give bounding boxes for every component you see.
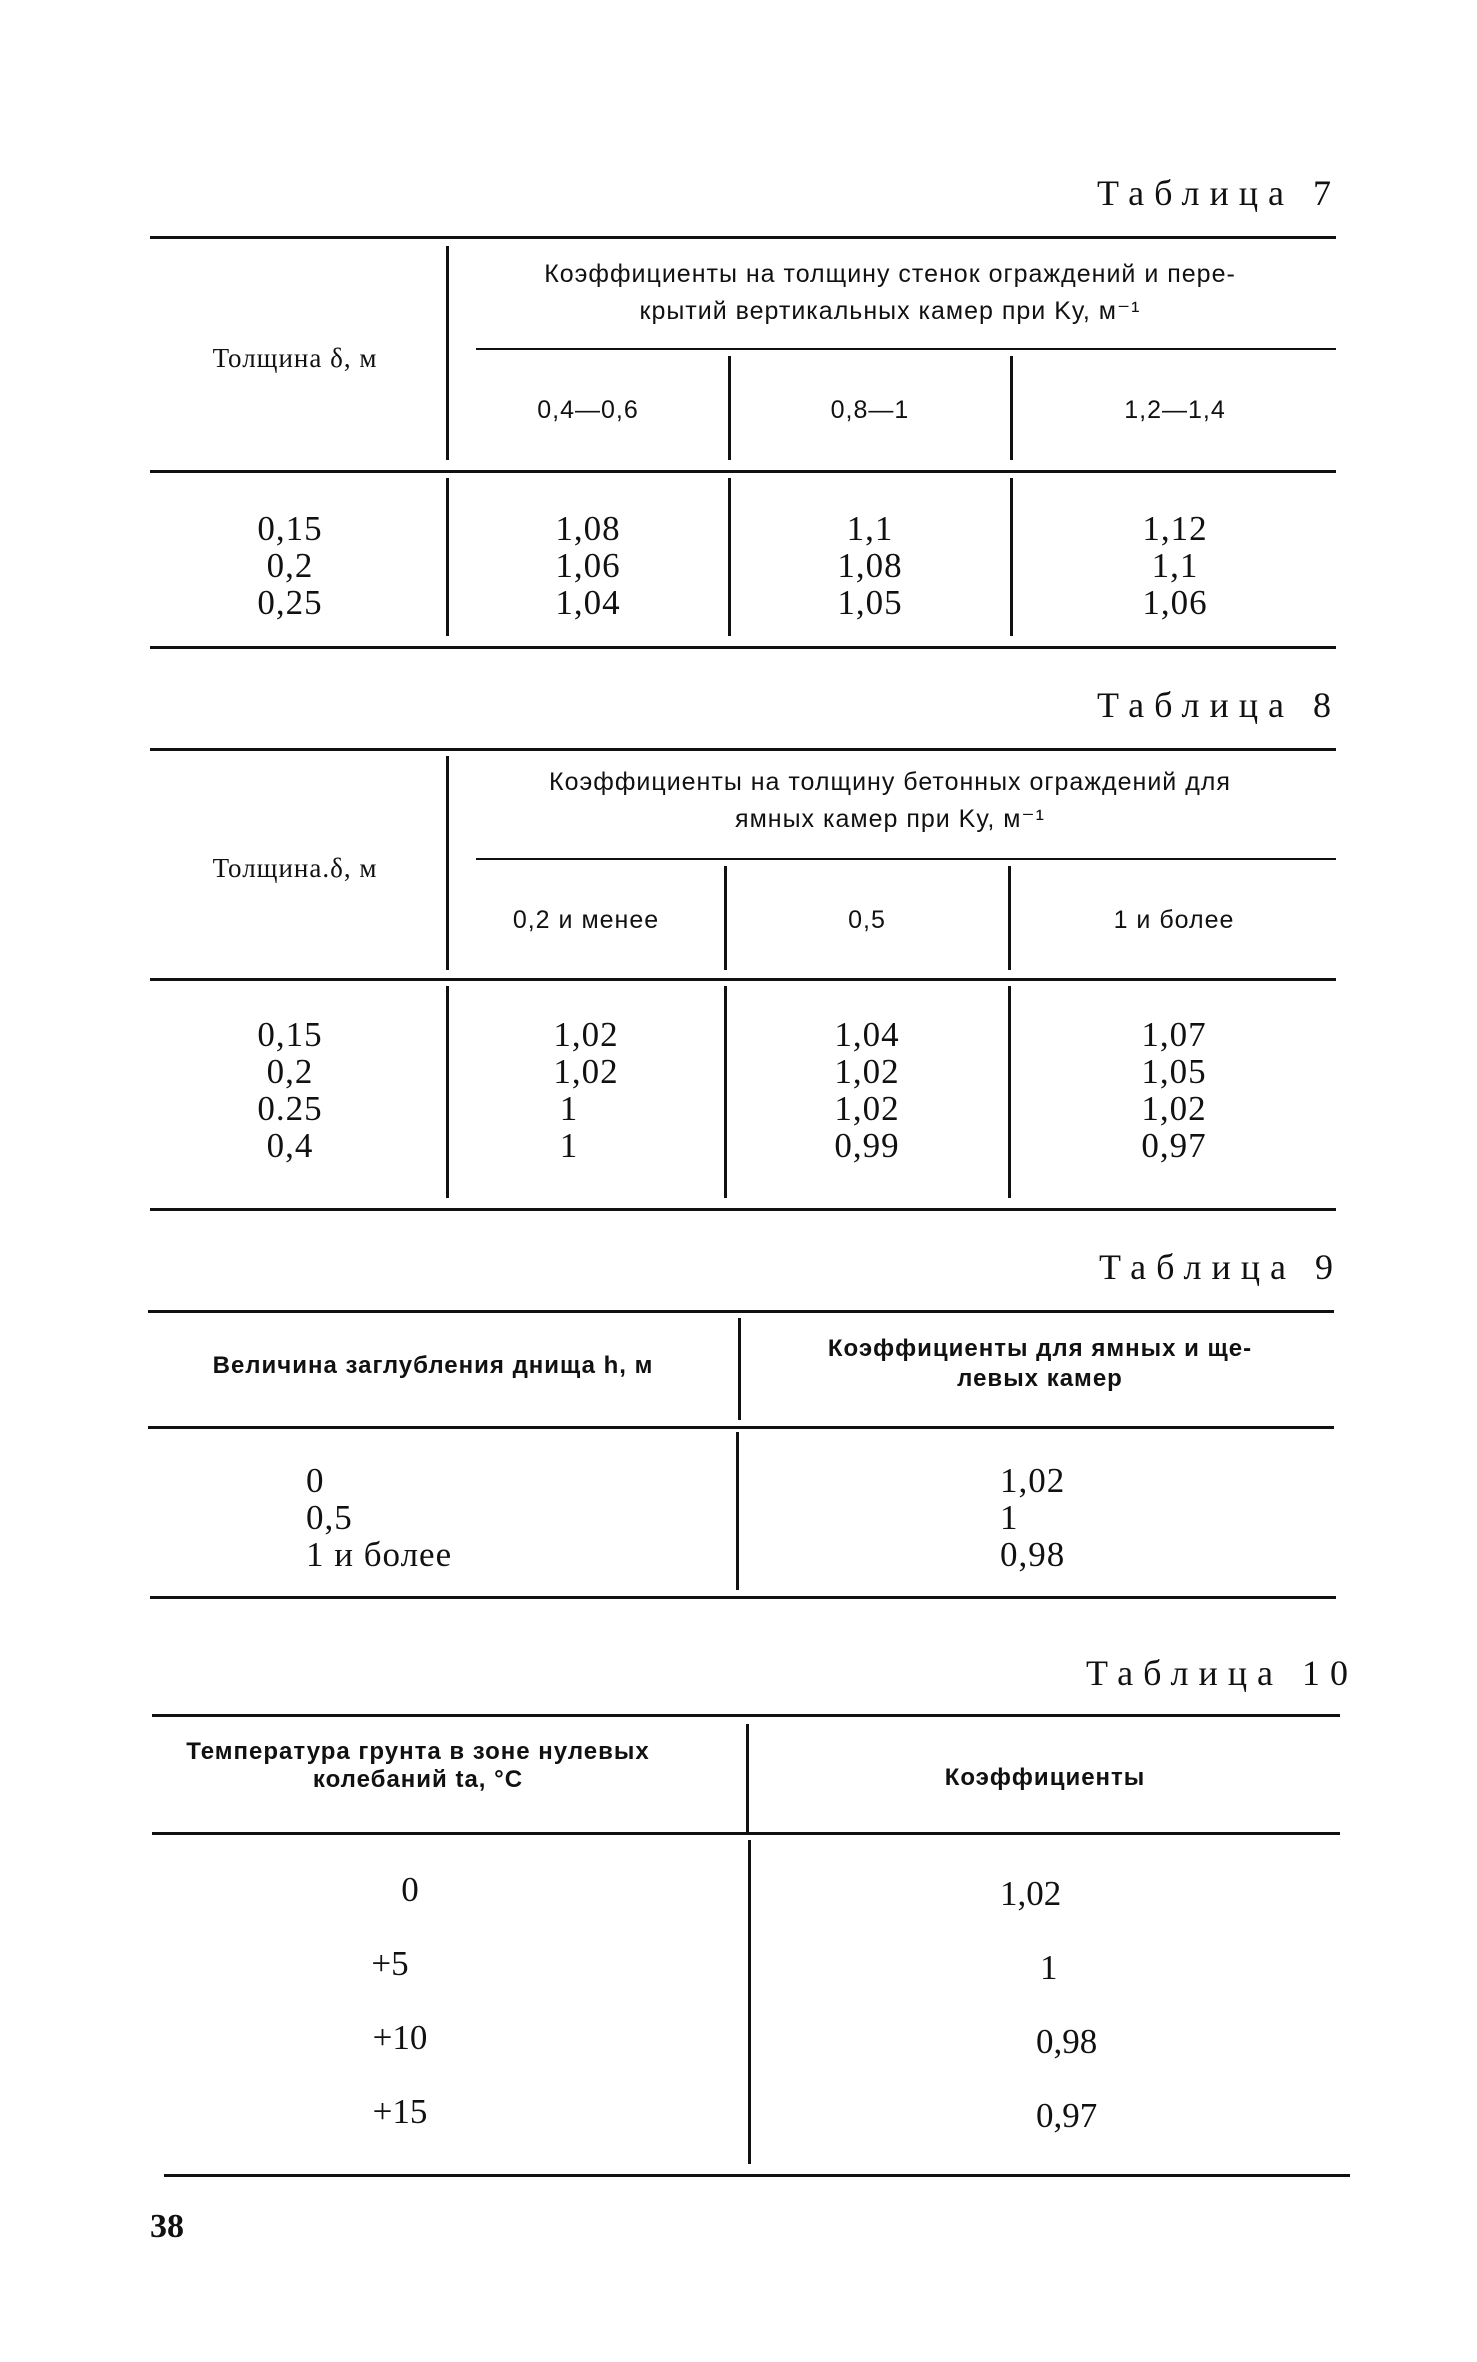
- table10-temp-cell: +5: [371, 1944, 409, 1983]
- table7-sub-divider-1: [728, 356, 731, 460]
- table8-sub-header-2: 0,5: [848, 906, 886, 934]
- table9-right-header: [760, 1334, 1320, 1394]
- table10-temp-cell: +10: [372, 2018, 428, 2057]
- table10-header-divider: [746, 1724, 749, 1832]
- table10-left-header: [148, 1738, 688, 1794]
- table7-header-rule: [150, 470, 1336, 473]
- table7-sub-header-2: 0,8—1: [830, 396, 910, 424]
- table10-header-rule: [152, 1832, 1340, 1835]
- table10-right-header: Коэффициенты: [944, 1764, 1146, 1791]
- table7-cell: 1,12: [1142, 509, 1208, 548]
- table8-sub-divider-1: [724, 866, 727, 970]
- table7-top-rule: [150, 236, 1336, 239]
- table7-body-divider-1: [728, 478, 731, 636]
- table7-bottom-rule: [150, 646, 1336, 649]
- table9-left-header: [150, 1352, 716, 1380]
- table10-bottom-rule: [164, 2174, 1350, 2177]
- table8-col-header-line2: ямных камер при Kу, м⁻¹: [735, 805, 1045, 833]
- table8-header-midrule: [476, 858, 1336, 860]
- table8-cell: 1,02: [834, 1089, 900, 1128]
- table9-depth-cell: 1 и более: [306, 1535, 453, 1574]
- table10-coef-cell: 0,97: [1036, 2096, 1098, 2135]
- table8-cell: 1,02: [1141, 1089, 1207, 1128]
- table7-cell: 1,06: [1142, 583, 1208, 622]
- table10-left-header-line2: колебаний tа, °С: [312, 1766, 524, 1793]
- table8-sub-header-3: 1 и более: [1113, 906, 1235, 934]
- table9-depth-column: [306, 1462, 606, 1573]
- table8-col-header: [470, 764, 1310, 838]
- table8-col1: [450, 1016, 722, 1164]
- table8-cell: 0,97: [1141, 1126, 1207, 1165]
- table9-coef-cell: 1: [1000, 1498, 1019, 1537]
- table7-sub-header-1: 0,4—0,6: [537, 396, 639, 424]
- table10-coef-cell: 0,98: [1036, 2022, 1098, 2061]
- table8-cell: 1,02: [834, 1052, 900, 1091]
- table8-thickness-column: [150, 1016, 430, 1164]
- table7-col2: [732, 510, 1008, 621]
- table8-top-rule: [150, 748, 1336, 751]
- table7-cell: 1,1: [846, 509, 894, 548]
- table7-cell: 1,06: [555, 546, 621, 585]
- table8-cell: 0,99: [834, 1126, 900, 1165]
- table9-top-rule: [148, 1310, 1334, 1313]
- table8-cell: 1,02: [553, 1015, 619, 1054]
- table8-col2: [728, 1016, 1006, 1164]
- table10-top-rule: [152, 1714, 1340, 1717]
- table8-header-rule: [150, 978, 1336, 981]
- table8-thickness-cell: 0,15: [257, 1015, 323, 1054]
- table8-sub-divider-2: [1008, 866, 1011, 970]
- table7-cell: 1,1: [1151, 546, 1199, 585]
- table10-body-divider: [748, 1840, 751, 2164]
- table8-caption: Таблица 8: [1097, 685, 1341, 725]
- table10-temp-cell: +15: [372, 2092, 428, 2131]
- table7-header-divider: [446, 246, 449, 460]
- table7-col-header-line2: крытий вертикальных камер при Kу, м⁻¹: [639, 297, 1141, 325]
- table8-cell: 1,05: [1141, 1052, 1207, 1091]
- table7-thickness-column: [150, 510, 430, 621]
- table8-thickness-cell: 0,4: [266, 1126, 314, 1165]
- table7-thickness-cell: 0,25: [257, 583, 323, 622]
- table8-thickness-cell: 0,2: [266, 1052, 314, 1091]
- table10-coef-cell: 1,02: [1000, 1874, 1062, 1913]
- table9-bottom-rule: [150, 1596, 1336, 1599]
- table9-depth-cell: 0,5: [306, 1498, 353, 1537]
- table10-temp-cell: 0: [401, 1870, 419, 1909]
- table8-cell: 1: [559, 1126, 579, 1165]
- table7-thickness-cell: 0,2: [266, 546, 314, 585]
- table8-col3: [1012, 1016, 1336, 1164]
- table7-cell: 1,08: [555, 509, 621, 548]
- table8-cell: 1,04: [834, 1015, 900, 1054]
- table7-sub-header-3: 1,2—1,4: [1124, 396, 1226, 424]
- table8-cell: 1,07: [1141, 1015, 1207, 1054]
- table8-thickness-cell: 0.25: [257, 1089, 323, 1128]
- table7-cell: 1,08: [837, 546, 903, 585]
- table7-body-divider-0: [446, 478, 449, 636]
- table7-body-divider-2: [1010, 478, 1013, 636]
- table7-thickness-cell: 0,15: [257, 509, 323, 548]
- table9-right-header-line2: левых камер: [957, 1365, 1123, 1392]
- page-number: 38: [150, 2208, 184, 2245]
- table7-col-header-line1: Коэффициенты на толщину стенок ограждений и пере-: [544, 260, 1236, 288]
- table8-bottom-rule: [150, 1208, 1336, 1211]
- table8-cell: 1,02: [553, 1052, 619, 1091]
- table7-cell: 1,05: [837, 583, 903, 622]
- table9-header-rule: [148, 1426, 1334, 1429]
- table7-col3: [1014, 510, 1336, 621]
- table8-row-header: Толщина.δ, м: [212, 853, 378, 883]
- table9-coef-column: [1000, 1462, 1200, 1573]
- table7-cell: 1,04: [555, 583, 621, 622]
- table9-caption: Таблица 9: [1099, 1247, 1343, 1287]
- table7-row-header: Толщина δ, м: [212, 343, 378, 373]
- table9-coef-cell: 0,98: [1000, 1535, 1066, 1574]
- table9-header-divider: [738, 1318, 741, 1420]
- table8-cell: 1: [559, 1089, 579, 1128]
- table7-header-midrule: [476, 348, 1336, 350]
- table8-body-divider-1: [724, 986, 727, 1198]
- table10-caption: Таблица 10: [1086, 1653, 1358, 1693]
- table8-header-divider: [446, 756, 449, 970]
- table9-right-header-line1: Коэффициенты для ямных и ще-: [827, 1335, 1253, 1362]
- table10-coef-cell: 1: [1040, 1948, 1058, 1987]
- table7-col1: [450, 510, 726, 621]
- table9-coef-cell: 1,02: [1000, 1461, 1066, 1500]
- table8-sub-header-1: 0,2 и менее: [512, 906, 660, 934]
- table7-sub-divider-2: [1010, 356, 1013, 460]
- table8-body-divider-0: [446, 986, 449, 1198]
- table10-left-header-line1: Температура грунта в зоне нулевых: [186, 1738, 650, 1765]
- table9-body-divider: [736, 1432, 739, 1590]
- table8-col-header-line1: Коэффициенты на толщину бетонных ограждений для: [549, 768, 1231, 796]
- table9-left-header-text: Величина заглубления днища h, м: [212, 1352, 654, 1379]
- table8-body-divider-2: [1008, 986, 1011, 1198]
- table9-depth-cell: 0: [306, 1461, 325, 1500]
- table7-col-header: [470, 256, 1310, 330]
- table7-caption: Таблица 7: [1097, 173, 1341, 213]
